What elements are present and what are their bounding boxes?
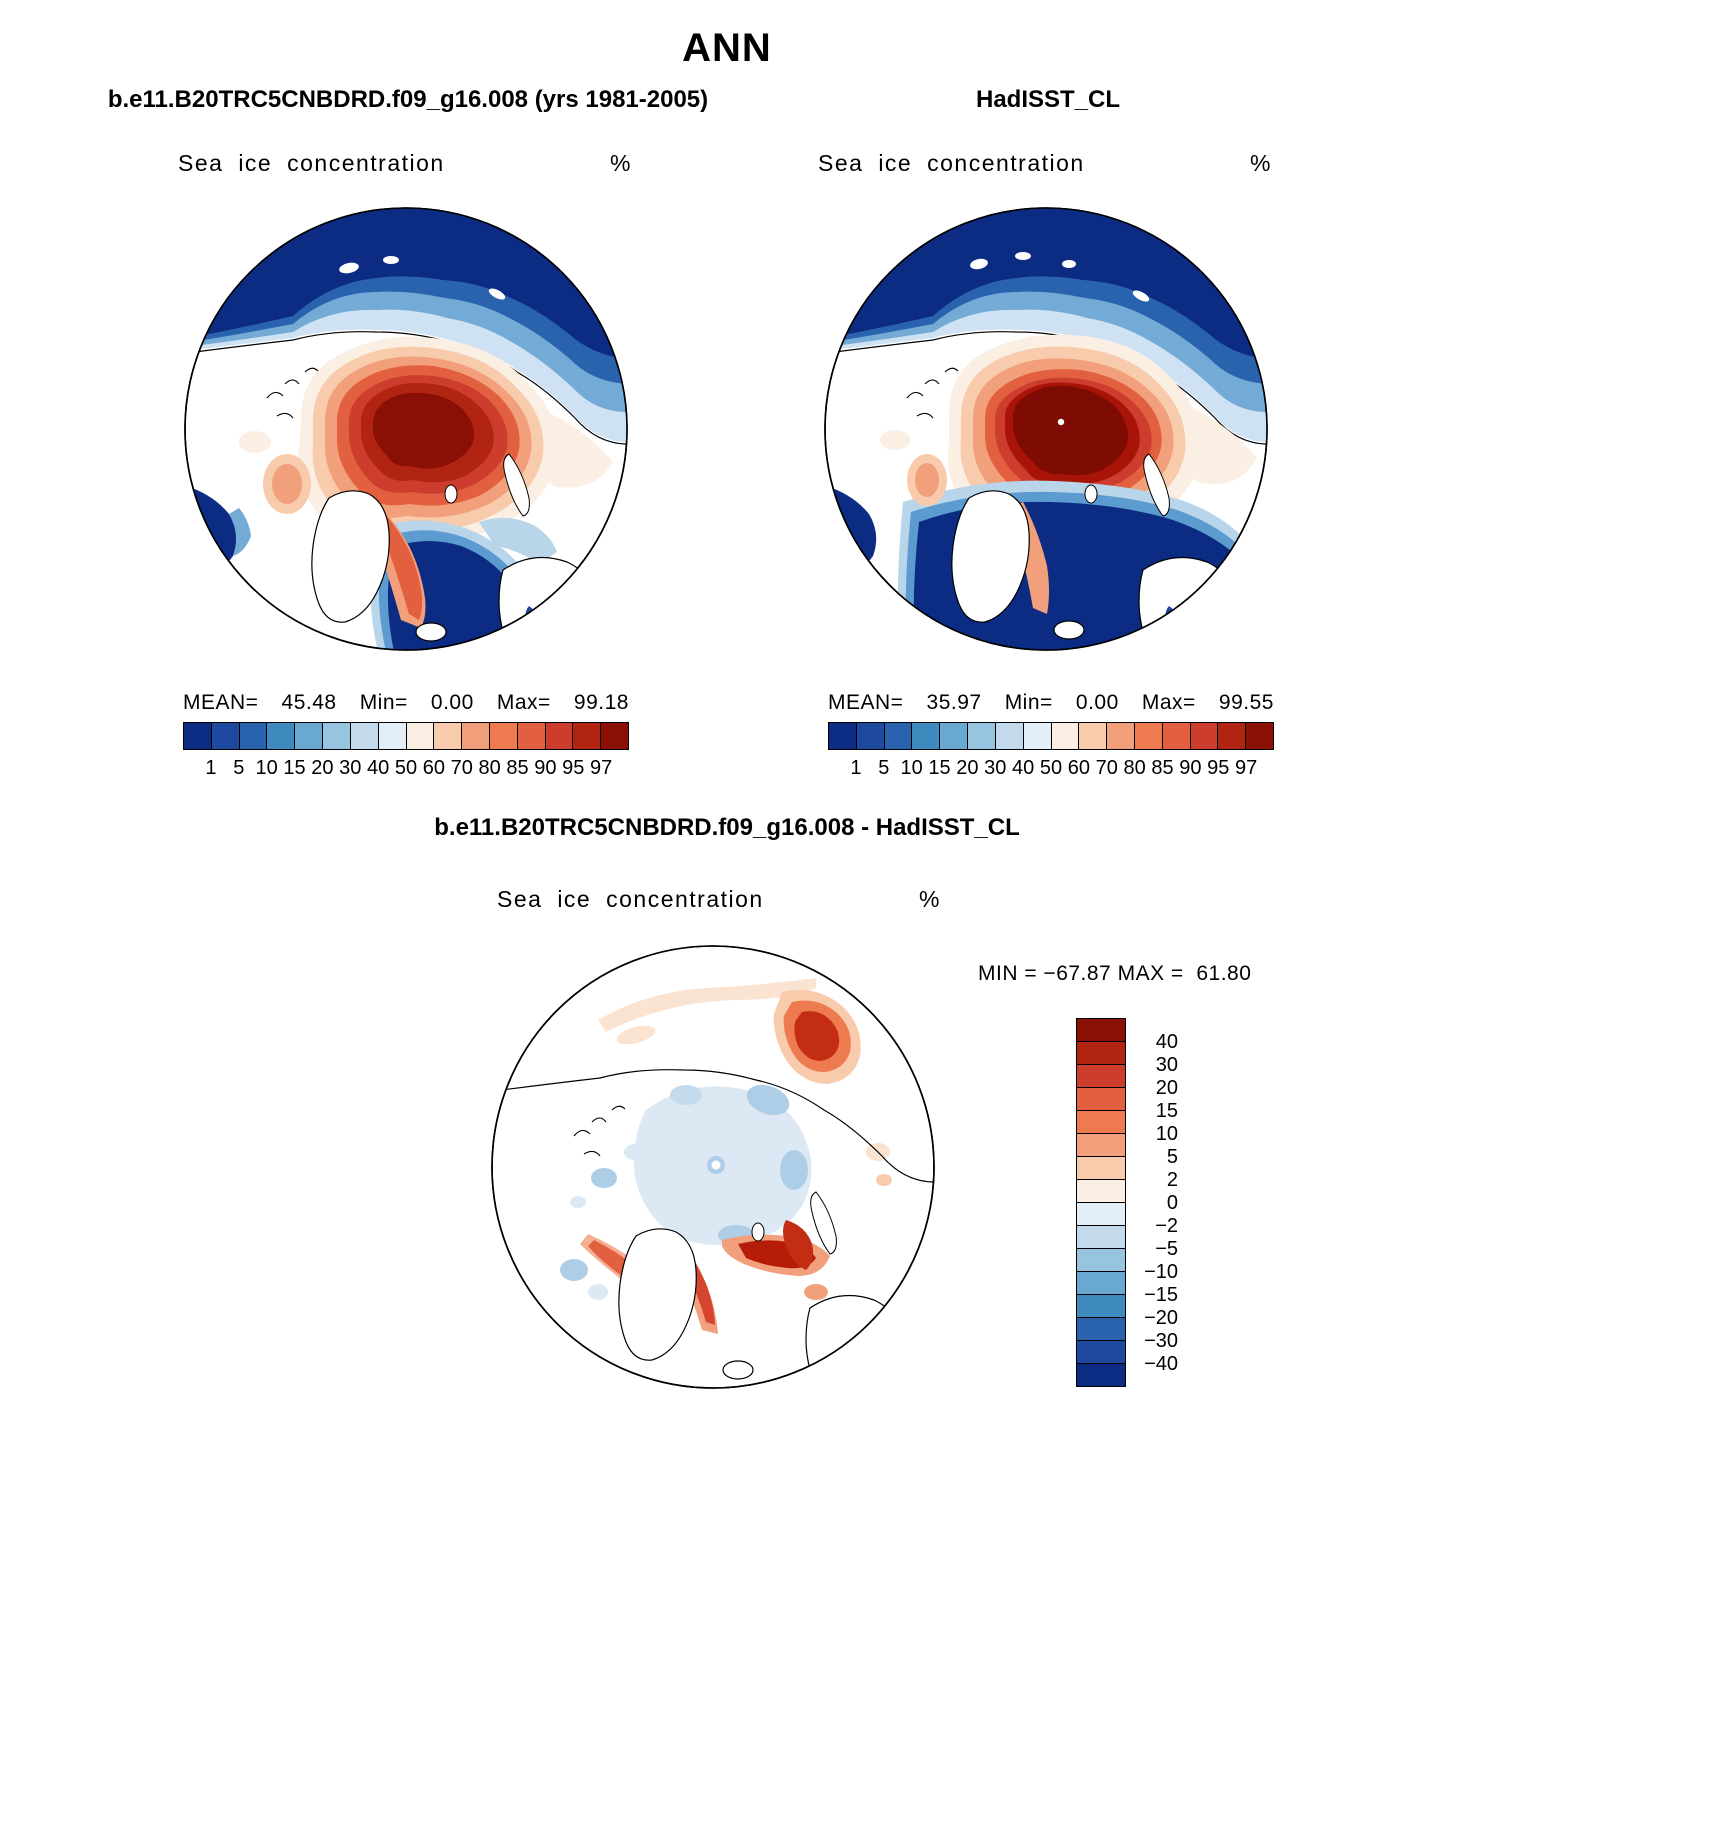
model-mean-value: 45.48 bbox=[281, 691, 337, 714]
obs-field-row bbox=[818, 150, 1272, 177]
colorbar-tick-label: 2 bbox=[1166, 1169, 1178, 1191]
diff-field-label: Sea ice concentration bbox=[497, 886, 764, 912]
colorbar-cell bbox=[1077, 1318, 1125, 1340]
diff-units-label: % bbox=[919, 886, 941, 912]
colorbar-tick-label: 5 bbox=[233, 757, 245, 779]
colorbar-cell bbox=[829, 723, 856, 749]
colorbar-tick-label: 60 bbox=[1067, 757, 1090, 779]
colorbar-tick-label: 30 bbox=[339, 757, 362, 779]
colorbar-cell bbox=[1163, 723, 1190, 749]
colorbar-tick-label: 97 bbox=[1235, 757, 1258, 779]
colorbar-tick-label: 80 bbox=[1123, 757, 1146, 779]
colorbar-cell bbox=[857, 723, 884, 749]
diff-colorbar-labels bbox=[1134, 1018, 1194, 1387]
colorbar-cell bbox=[1077, 1341, 1125, 1363]
colorbar-tick-label: 80 bbox=[478, 757, 501, 779]
colorbar-cell bbox=[184, 723, 211, 749]
colorbar-cell bbox=[1024, 723, 1051, 749]
model-min-label: Min= bbox=[359, 691, 408, 714]
colorbar-cell bbox=[1077, 1180, 1125, 1202]
colorbar-cell bbox=[1077, 1019, 1125, 1041]
colorbar-cell bbox=[1135, 723, 1162, 749]
colorbar-tick-label: −20 bbox=[1144, 1307, 1178, 1329]
colorbar-cell bbox=[1077, 1295, 1125, 1317]
colorbar-cell bbox=[1077, 1042, 1125, 1064]
colorbar-tick-label: 40 bbox=[1155, 1031, 1178, 1053]
colorbar-tick-label: 85 bbox=[506, 757, 529, 779]
diff-minmax-line: MIN = −67.87 MAX = 61.80 bbox=[978, 962, 1252, 985]
colorbar-tick-label: 15 bbox=[283, 757, 306, 779]
colorbar-cell bbox=[968, 723, 995, 749]
model-colorbar bbox=[183, 722, 629, 750]
colorbar-cell bbox=[462, 723, 489, 749]
diff-map bbox=[486, 940, 940, 1394]
colorbar-cell bbox=[295, 723, 322, 749]
colorbar-tick-label: 30 bbox=[984, 757, 1007, 779]
colorbar-cell bbox=[1077, 1226, 1125, 1248]
colorbar-tick-label: 85 bbox=[1151, 757, 1174, 779]
colorbar-cell bbox=[885, 723, 912, 749]
colorbar-tick-label: 90 bbox=[1179, 757, 1202, 779]
colorbar-cell bbox=[1077, 1203, 1125, 1225]
colorbar-tick-label: 0 bbox=[1166, 1192, 1178, 1214]
colorbar-cell bbox=[1079, 723, 1106, 749]
model-colorbar-ticks bbox=[183, 757, 629, 783]
colorbar-tick-label: 40 bbox=[1012, 757, 1035, 779]
colorbar-cell bbox=[1077, 1364, 1125, 1386]
colorbar-cell bbox=[1246, 723, 1273, 749]
model-max-value: 99.18 bbox=[573, 691, 629, 714]
colorbar-tick-label: −5 bbox=[1155, 1238, 1178, 1260]
colorbar-tick-label: 90 bbox=[534, 757, 557, 779]
colorbar-cell bbox=[240, 723, 267, 749]
colorbar-cell bbox=[1077, 1249, 1125, 1271]
colorbar-cell bbox=[1052, 723, 1079, 749]
colorbar-cell bbox=[1077, 1111, 1125, 1133]
model-min-value: 0.00 bbox=[430, 691, 474, 714]
colorbar-tick-label: 5 bbox=[878, 757, 890, 779]
colorbar-tick-label: 50 bbox=[394, 757, 418, 779]
diff-colorbar bbox=[1076, 1018, 1126, 1387]
obs-mean-value: 35.97 bbox=[926, 691, 982, 714]
colorbar-cell bbox=[351, 723, 378, 749]
model-field-row bbox=[178, 150, 632, 177]
figure-title: ANN bbox=[682, 26, 772, 70]
colorbar-cell bbox=[1077, 1065, 1125, 1087]
diff-panel-title: b.e11.B20TRC5CNBDRD.f09_g16.008 - HadISST_CL bbox=[434, 814, 1020, 841]
diff-field-row bbox=[497, 886, 941, 913]
colorbar-tick-label: 1 bbox=[205, 757, 217, 779]
colorbar-cell bbox=[518, 723, 545, 749]
model-map bbox=[179, 202, 633, 656]
colorbar-cell bbox=[434, 723, 461, 749]
colorbar-tick-label: 97 bbox=[590, 757, 613, 779]
obs-stats bbox=[828, 691, 1274, 715]
colorbar-cell bbox=[546, 723, 573, 749]
colorbar-cell bbox=[490, 723, 517, 749]
model-field-label: Sea ice concentration bbox=[178, 150, 445, 176]
colorbar-tick-label: 5 bbox=[1166, 1146, 1178, 1168]
colorbar-cell bbox=[912, 723, 939, 749]
colorbar-cell bbox=[1107, 723, 1134, 749]
colorbar-cell bbox=[1077, 1088, 1125, 1110]
obs-panel-title: HadISST_CL bbox=[975, 86, 1121, 113]
obs-min-label: Min= bbox=[1004, 691, 1053, 714]
colorbar-cell bbox=[573, 723, 600, 749]
colorbar-cell bbox=[323, 723, 350, 749]
colorbar-tick-label: −2 bbox=[1155, 1215, 1178, 1237]
model-units-label: % bbox=[610, 150, 632, 176]
colorbar-cell bbox=[1191, 723, 1218, 749]
colorbar-cell bbox=[1077, 1272, 1125, 1294]
obs-colorbar bbox=[828, 722, 1274, 750]
colorbar-tick-label: 95 bbox=[562, 757, 585, 779]
colorbar-tick-label: 1 bbox=[850, 757, 862, 779]
colorbar-tick-label: −10 bbox=[1144, 1261, 1178, 1283]
model-max-label: Max= bbox=[496, 691, 551, 714]
colorbar-tick-label: 70 bbox=[450, 757, 473, 779]
obs-units-label: % bbox=[1250, 150, 1272, 176]
colorbar-tick-label: 70 bbox=[1095, 757, 1118, 779]
colorbar-cell bbox=[940, 723, 967, 749]
colorbar-tick-label: 20 bbox=[1155, 1077, 1178, 1099]
colorbar-tick-label: 10 bbox=[1155, 1123, 1178, 1145]
colorbar-tick-label: 30 bbox=[1155, 1054, 1178, 1076]
obs-field-label: Sea ice concentration bbox=[818, 150, 1085, 176]
colorbar-tick-label: 10 bbox=[255, 757, 278, 779]
colorbar-cell bbox=[379, 723, 406, 749]
colorbar-cell bbox=[212, 723, 239, 749]
colorbar-tick-label: 10 bbox=[900, 757, 923, 779]
obs-min-value: 0.00 bbox=[1075, 691, 1119, 714]
model-panel-title: b.e11.B20TRC5CNBDRD.f09_g16.008 (yrs 1981-2005) bbox=[107, 86, 709, 113]
colorbar-tick-label: 20 bbox=[311, 757, 334, 779]
colorbar-tick-label: 15 bbox=[928, 757, 951, 779]
colorbar-cell bbox=[996, 723, 1023, 749]
obs-max-value: 99.55 bbox=[1218, 691, 1274, 714]
colorbar-tick-label: −40 bbox=[1144, 1353, 1178, 1375]
colorbar-tick-label: 40 bbox=[367, 757, 390, 779]
colorbar-tick-label: 50 bbox=[1039, 757, 1063, 779]
colorbar-cell bbox=[407, 723, 434, 749]
model-mean-label: MEAN= bbox=[183, 691, 259, 714]
obs-mean-label: MEAN= bbox=[828, 691, 904, 714]
colorbar-tick-label: 15 bbox=[1155, 1100, 1178, 1122]
obs-map bbox=[819, 202, 1273, 656]
colorbar-cell bbox=[1077, 1157, 1125, 1179]
colorbar-cell bbox=[601, 723, 628, 749]
colorbar-tick-label: 20 bbox=[956, 757, 979, 779]
obs-max-label: Max= bbox=[1141, 691, 1196, 714]
colorbar-cell bbox=[1077, 1134, 1125, 1156]
model-stats bbox=[183, 691, 629, 715]
colorbar-cell bbox=[267, 723, 294, 749]
colorbar-cell bbox=[1218, 723, 1245, 749]
colorbar-tick-label: 95 bbox=[1207, 757, 1230, 779]
colorbar-tick-label: −15 bbox=[1144, 1284, 1178, 1306]
colorbar-tick-label: 60 bbox=[422, 757, 445, 779]
colorbar-tick-label: −30 bbox=[1144, 1330, 1178, 1352]
obs-colorbar-ticks bbox=[828, 757, 1274, 783]
